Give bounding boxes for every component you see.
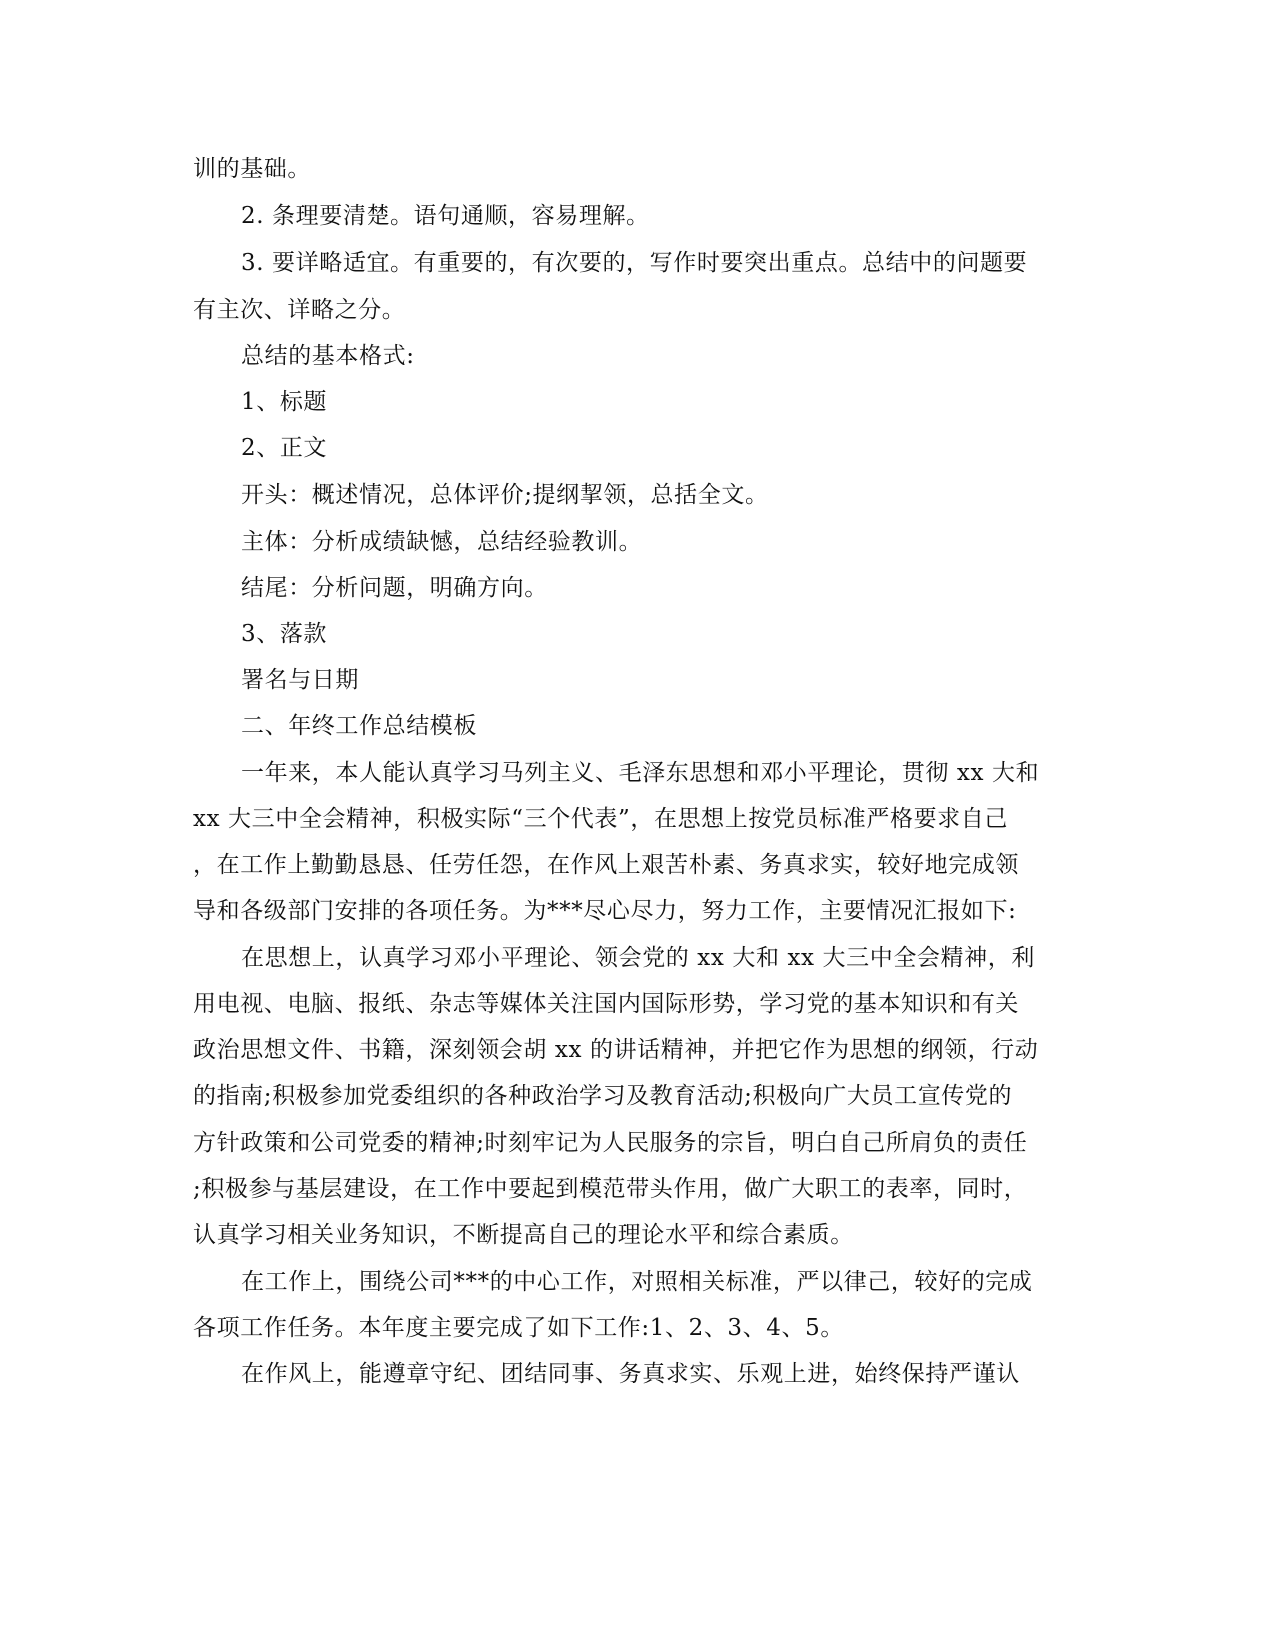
text-line: 2. 条理要清楚。语句通顺，容易理解。 [241, 203, 650, 229]
text-line: 训的基础。 [193, 156, 311, 182]
text-line: 的指南;积极参加党委组织的各种政治学习及教育活动;积极向广大员工宣传党的 [193, 1083, 1013, 1109]
text-line: 导和各级部门安排的各项任务。为***尽心尽力，努力工作，主要情况汇报如下: [193, 898, 1017, 924]
text-line: 政治思想文件、书籍，深刻领会胡 xx 的讲话精神，并把它作为思想的纲领，行动 [193, 1037, 1039, 1063]
text-line: 开头：概述情况，总体评价;提纲挈领，总括全文。 [241, 482, 769, 508]
text-line: 在作风上，能遵章守纪、团结同事、务真求实、乐观上进，始终保持严谨认 [241, 1361, 1020, 1387]
text-line: 用电视、电脑、报纸、杂志等媒体关注国内国际形势，学习党的基本知识和有关 [193, 991, 1019, 1017]
text-line: 结尾：分析问题，明确方向。 [241, 575, 548, 601]
text-line: xx 大三中全会精神，积极实际“三个代表”，在思想上按党员标准严格要求自己 [193, 806, 1008, 832]
section-heading: 二、年终工作总结模板 [241, 713, 477, 739]
text-line: 在思想上，认真学习邓小平理论、领会党的 xx 大和 xx 大三中全会精神，利 [241, 945, 1035, 971]
text-line: 3. 要详略适宜。有重要的，有次要的，写作时要突出重点。总结中的问题要 [241, 250, 1028, 276]
text-line: 总结的基本格式: [241, 343, 415, 369]
text-line: 各项工作任务。本年度主要完成了如下工作:1、2、3、4、5。 [193, 1315, 844, 1341]
text-line: 主体：分析成绩缺憾，总结经验教训。 [241, 529, 643, 555]
text-line: 方针政策和公司党委的精神;时刻牢记为人民服务的宗旨，明白自己所肩负的责任 [193, 1130, 1028, 1156]
text-line: 1、标题 [241, 389, 328, 415]
text-line: 有主次、详略之分。 [193, 297, 406, 323]
text-line: ，在工作上勤勤恳恳、任劳任怨，在作风上艰苦朴素、务真求实，较好地完成领 [193, 852, 1019, 878]
text-line: 认真学习相关业务知识，不断提高自己的理论水平和综合素质。 [193, 1222, 854, 1248]
text-line: 2、正文 [241, 435, 328, 461]
text-line: 一年来，本人能认真学习马列主义、毛泽东思想和邓小平理论，贯彻 xx 大和 [241, 760, 1040, 786]
text-line: 署名与日期 [241, 667, 359, 693]
text-line: 3、落款 [241, 621, 328, 647]
text-line: ;积极参与基层建设，在工作中要起到模范带头作用，做广大职工的表率，同时， [193, 1176, 1028, 1202]
text-line: 在工作上，围绕公司***的中心工作，对照相关标准，严以律己，较好的完成 [241, 1269, 1033, 1295]
